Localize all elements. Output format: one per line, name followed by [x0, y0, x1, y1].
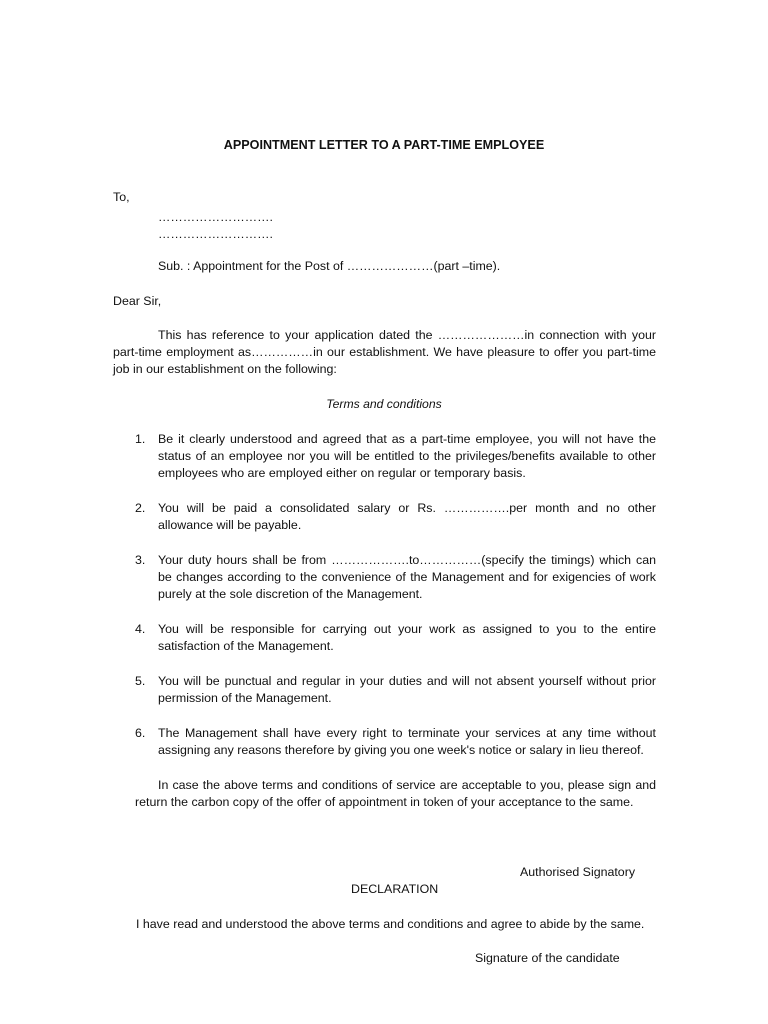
term-text: Your duty hours shall be from ……………….to……………(specify the timings) which can be changes according to the convenience of the Management and for exigencies of work purely at the sole discretion of the Management. [158, 553, 656, 601]
term-number: 5. [135, 674, 146, 688]
term-text: The Management shall have every right to terminate your services at any time without assigning any reasons therefore by giving you one week's notice or salary in lieu thereof. [158, 726, 656, 757]
term-number: 3. [135, 553, 146, 567]
term-number: 4. [135, 622, 146, 636]
subject-line: Sub. : Appointment for the Post of …………………(part –time). [158, 259, 501, 273]
candidate-signature: Signature of the candidate [475, 951, 620, 965]
term-text: Be it clearly understood and agreed that as a part-time employee, you will not have the status of an employee nor you will be entitled to the privileges/benefits available to other employees who are employed either on regular or temporary basis. [158, 432, 656, 480]
address-line-2: ………………………. [158, 227, 273, 241]
term-number: 6. [135, 726, 146, 740]
intro-paragraph: This has reference to your application dated the …………………in connection with your part-time employment as……………in our establishment. We have pleasure to offer you part-time job in our establishment on the following: [113, 328, 656, 376]
address-line-1: ………………………. [158, 210, 273, 224]
term-text: You will be punctual and regular in your duties and will not absent yourself without prior permission of the Management. [158, 674, 656, 705]
authorised-signatory: Authorised Signatory [520, 865, 636, 879]
letter-title: APPOINTMENT LETTER TO A PART-TIME EMPLOYEE [223, 138, 545, 152]
term-text: You will be responsible for carrying out your work as assigned to you to the entire satisfaction of the Management. [158, 622, 656, 653]
declaration-heading: DECLARATION [351, 882, 439, 896]
terms-heading: Terms and conditions [326, 397, 442, 411]
term-text: You will be paid a consolidated salary or Rs. …………….per month and no other allowance will be payable. [158, 501, 656, 532]
closing-paragraph: In case the above terms and conditions of service are acceptable to you, please sign and return the carbon copy of the offer of appointment in token of your acceptance to the same. [135, 778, 656, 809]
term-number: 1. [135, 432, 146, 446]
declaration-text: I have read and understood the above terms and conditions and agree to abide by the same. [136, 917, 645, 931]
to-label: To, [113, 190, 130, 204]
term-number: 2. [135, 501, 146, 515]
salutation: Dear Sir, [113, 294, 162, 308]
